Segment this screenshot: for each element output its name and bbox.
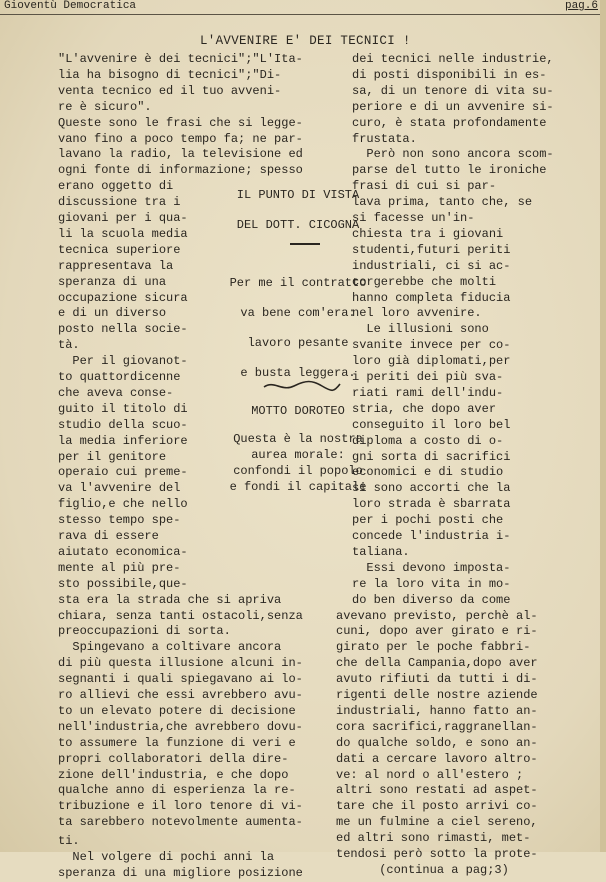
text-line: Essi devono imposta- xyxy=(352,560,511,575)
sidebar-box xyxy=(218,182,378,552)
page-header xyxy=(0,0,606,15)
text-line: la media inferiore xyxy=(58,433,188,448)
text-line: ve: al nord o all'estero ; xyxy=(336,767,524,782)
text-line: ta sarebbero notevolmente aumenta- xyxy=(58,815,303,830)
text-line: rigenti delle nostre aziende xyxy=(336,688,538,702)
text-line: loro strada è sbarrata xyxy=(352,497,511,512)
box-motto-title: MOTTO DOROTEO xyxy=(251,404,345,418)
text-line: gni sorta di sacrifici xyxy=(352,449,511,464)
box-verse-3: lavoro pesante xyxy=(247,336,349,350)
text-line: per i pochi posti che xyxy=(352,513,504,528)
text-line: studenti,futuri periti xyxy=(352,242,511,257)
text-line: tare che il posto arrivi co- xyxy=(336,799,538,814)
text-line: industriali, ci si ac- xyxy=(352,258,511,273)
text-line: giovani per i qua- xyxy=(58,211,188,225)
box-verse-2: va bene com'era: xyxy=(240,306,356,320)
text-line: girato per le poche fabbri- xyxy=(336,640,531,655)
text-line: altri sono restati ad aspet- xyxy=(336,783,538,798)
box-motto-1: Questa è la nostra xyxy=(233,432,363,446)
text-line: svanite invece per co- xyxy=(352,338,511,353)
text-line: tendosi però sotto la prote- xyxy=(336,847,538,861)
text-line: erano oggetto di xyxy=(58,179,174,194)
text-line: re è sicuro". xyxy=(58,99,152,114)
text-line: (continua a pag;3) xyxy=(336,862,509,877)
text-line: vano fino a poco tempo fa; ne par- xyxy=(58,131,303,146)
text-line: nell'industria,che avrebbero dovu- xyxy=(58,719,303,734)
text-line: conseguito il loro bel xyxy=(352,417,511,432)
text-line: diploma a costo di o- xyxy=(352,433,504,448)
text-line: figlio,e che nello xyxy=(58,497,188,512)
text-line: che aveva conse- xyxy=(58,385,174,400)
page-number: pag.6 xyxy=(564,0,598,12)
text-line: to quattordicenne xyxy=(58,370,181,384)
box-heading-1: IL PUNTO DI VISTA xyxy=(236,188,360,202)
text-line: tecnica superiore xyxy=(58,242,181,257)
text-line: Spingevano a coltivare ancora xyxy=(58,640,282,655)
text-line: va l'avvenire del xyxy=(58,481,181,496)
text-line: to un elevato potere di decisione xyxy=(58,703,296,718)
box-heading-2: DEL DOTT. CICOGNA xyxy=(236,218,360,232)
box-motto-2: aurea morale: xyxy=(251,448,345,462)
text-line: do qualche soldo, e sono an- xyxy=(336,735,538,750)
text-line: speranza di una xyxy=(58,274,167,289)
publication-name: Gioventù Democratica xyxy=(4,0,137,12)
text-line: taliana. xyxy=(352,544,410,559)
text-line: economici e di studio xyxy=(352,465,504,480)
text-line: per il genitore xyxy=(58,449,167,464)
ornament-swirl-icon xyxy=(262,378,342,394)
text-line: industriali, hanno fatto an- xyxy=(336,703,538,718)
text-line: di più questa illusione alcuni in- xyxy=(58,656,303,671)
text-line: ed altri sono rimasti, met- xyxy=(336,831,531,846)
text-line: propri collaboratori della dire- xyxy=(58,751,289,766)
text-line: rappresentava la xyxy=(58,258,174,273)
text-line: operaio cui preme- xyxy=(58,465,188,480)
text-line: lavano la radio, la televisione ed xyxy=(58,147,303,162)
text-line: stria, che dopo aver xyxy=(352,401,497,416)
text-line: sto possibile,que- xyxy=(58,576,188,591)
text-line: riati rami dell'indu- xyxy=(352,385,504,400)
box-verse-1: Per me il contratto xyxy=(229,276,367,290)
text-line: discussione tra i xyxy=(58,195,181,210)
text-line: chiara, senza tanti ostacoli,senza xyxy=(58,608,303,623)
text-line: aiutato economica- xyxy=(58,544,188,559)
text-line: e di un diverso xyxy=(58,306,167,321)
text-line: qualche anno di esperienza la re- xyxy=(58,783,296,798)
text-line: ro allievi che essi avrebbero avu- xyxy=(58,688,303,702)
box-divider-rule xyxy=(290,243,320,245)
text-line: Però non sono ancora scom- xyxy=(352,147,554,162)
text-line: concede l'industria i- xyxy=(352,529,511,543)
text-line: lia ha bisogno di tecnici";"Di- xyxy=(58,67,282,82)
text-line: Queste sono le frasi che si legge- xyxy=(58,115,303,130)
text-line: chiesta tra i giovani xyxy=(352,226,504,241)
text-line: preoccupazioni di sorta. xyxy=(58,624,231,639)
text-line: dei tecnici nelle industrie, xyxy=(352,52,554,66)
text-line: Nel volgere di pochi anni la xyxy=(58,850,275,864)
text-line: cuni, dopo aver girato e ri- xyxy=(336,624,538,639)
text-line: zione dell'industria, e che dopo xyxy=(58,767,289,782)
text-line: hanno completa fiducia xyxy=(352,290,511,305)
text-line: mente al più pre- xyxy=(58,560,181,575)
text-line: re la loro vita in mo- xyxy=(352,576,511,591)
text-line: venta tecnico ed il tuo avveni- xyxy=(58,83,282,98)
text-line: tà. xyxy=(58,338,80,353)
text-line: segnanti i quali spiegavano ai lo- xyxy=(58,672,303,687)
text-line: me un fulmine a ciel sereno, xyxy=(336,815,538,830)
text-line: li la scuola media xyxy=(58,226,188,241)
text-line: posto nella socie- xyxy=(58,322,188,337)
text-line: si sono accorti che la xyxy=(352,481,511,496)
text-line: avevano previsto, perchè al- xyxy=(336,608,538,623)
text-line: Per il giovanot- xyxy=(58,354,188,369)
text-line: do ben diverso da come xyxy=(352,592,511,607)
text-line: lava prima, tanto che, se xyxy=(352,195,533,210)
box-motto-3: confondi il popolo xyxy=(233,464,363,478)
text-line: Le illusioni sono xyxy=(352,322,489,337)
text-line: sa, di un tenore di vita su- xyxy=(352,83,554,98)
text-line: rava di essere xyxy=(58,529,159,543)
box-verse-4: e busta leggera. xyxy=(240,366,356,380)
text-line: avuto rifiuti da tutti i di- xyxy=(336,672,538,687)
text-line: studio della scuo- xyxy=(58,417,188,432)
text-line: curo, è stata profondamente xyxy=(352,115,547,130)
text-line: di posti disponibili in es- xyxy=(352,67,547,82)
text-line: sta era la strada che si apriva xyxy=(58,592,282,607)
text-line: frustata. xyxy=(352,131,417,146)
text-line: i periti dei più sva- xyxy=(352,370,504,384)
text-line: occupazione sicura xyxy=(58,290,188,305)
text-line: tribuzione e il loro tenore di vi- xyxy=(58,799,303,814)
text-line: si facesse un'in- xyxy=(352,211,475,225)
text-line: parse del tutto le ironiche xyxy=(352,163,547,178)
box-motto-4: e fondi il capitale xyxy=(229,480,367,494)
text-line: dati a cercare lavoro altro- xyxy=(336,751,538,766)
text-line: speranza di una migliore posizione xyxy=(58,865,303,880)
text-line: loro già diplomati,per xyxy=(352,354,511,369)
text-line: guito il titolo di xyxy=(58,401,188,416)
text-line: frasi di cui si par- xyxy=(352,179,497,194)
article-title: L'AVVENIRE E' DEI TECNICI ! xyxy=(200,34,411,48)
text-line: stesso tempo spe- xyxy=(58,513,181,528)
text-line: che della Campania,dopo aver xyxy=(336,656,538,671)
text-line: to assumere la funzione di veri e xyxy=(58,735,296,750)
text-line: corgerebbe che molti xyxy=(352,274,497,289)
text-line: nel loro avvenire. xyxy=(352,306,482,321)
text-line: periore e di un avvenire si- xyxy=(352,99,554,114)
text-line: "L'avvenire è dei tecnici";"L'Ita- xyxy=(58,52,303,66)
text-line: ogni fonte di informazione; spesso xyxy=(58,163,303,178)
text-line: cora sacrifici,raggranellan- xyxy=(336,719,538,734)
text-line: ti. xyxy=(58,834,80,849)
